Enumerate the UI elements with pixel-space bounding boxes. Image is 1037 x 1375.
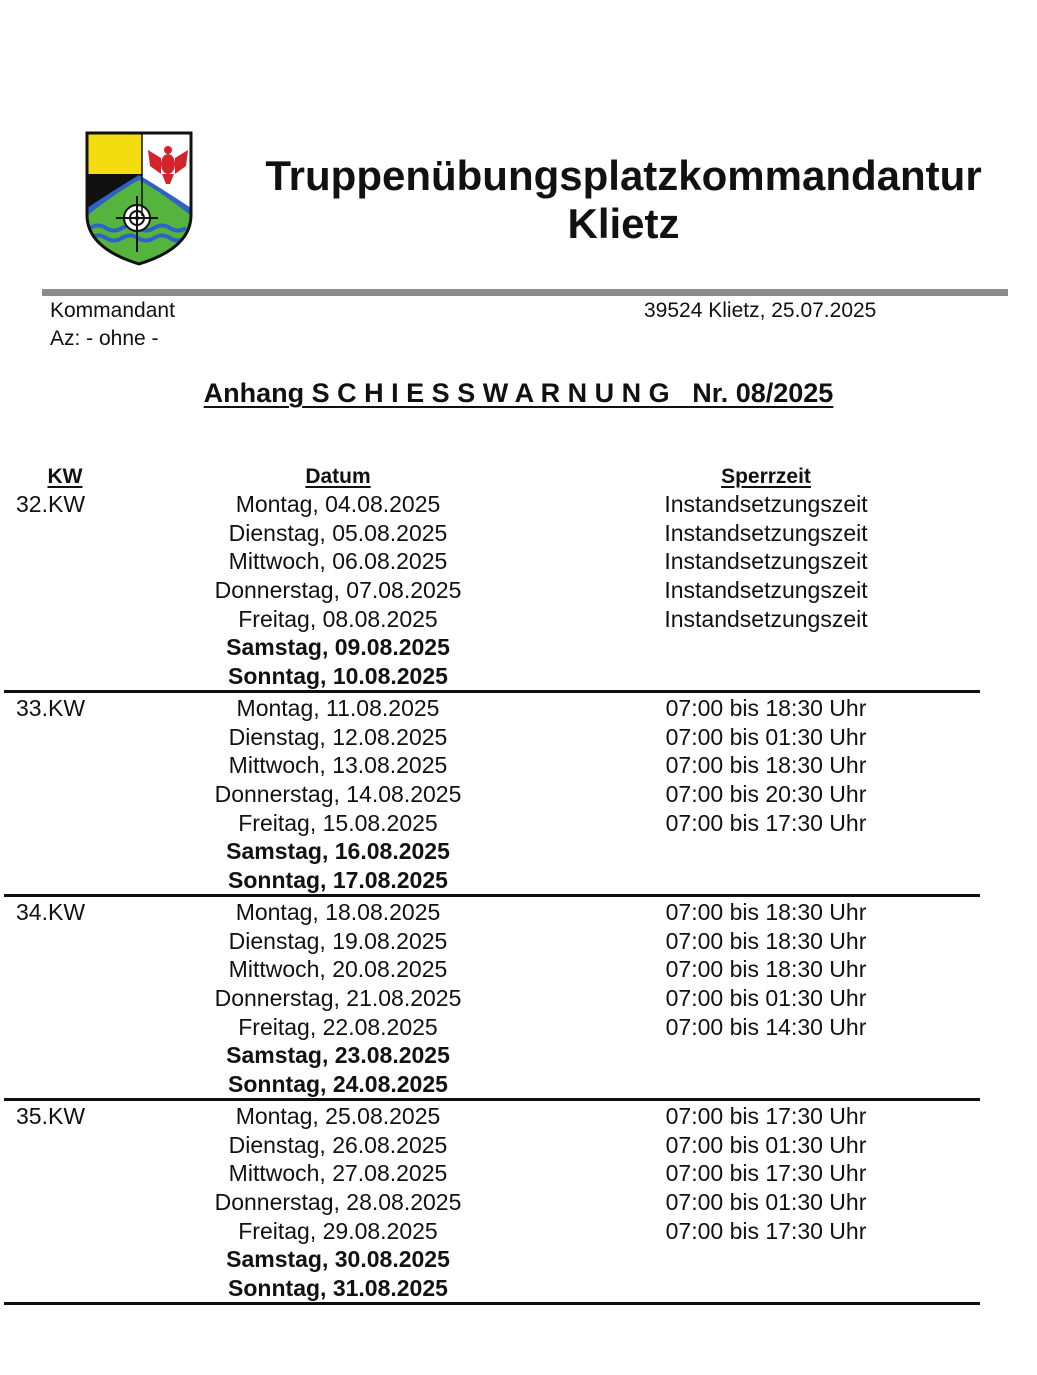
- date-cell: Montag, 04.08.2025: [235, 491, 441, 517]
- sperrzeit-cell: Instandsetzungszeit: [664, 548, 868, 575]
- sperrzeit-column: [616, 1102, 916, 1303]
- sperrzeit-cell: [616, 1070, 916, 1099]
- sperrzeit-cell: Instandsetzungszeit: [664, 491, 868, 517]
- weekend-date-cell: Samstag, 16.08.2025: [226, 838, 450, 865]
- date-cell: Donnerstag, 21.08.2025: [214, 985, 462, 1012]
- sperrzeit-cell: 07:00 bis 01:30 Uhr: [665, 723, 867, 750]
- sperrzeit-cell: [616, 662, 916, 691]
- date-column: [188, 490, 488, 691]
- sperrzeit-cell: Instandsetzungszeit: [664, 519, 868, 546]
- date-cell: Donnerstag, 14.08.2025: [214, 781, 462, 808]
- sperrzeit-cell: 07:00 bis 18:30 Uhr: [665, 899, 867, 925]
- week-divider: [4, 894, 980, 897]
- week-divider: [4, 1302, 980, 1305]
- sperrzeit-cell: 07:00 bis 01:30 Uhr: [665, 1131, 867, 1158]
- date-cell: Freitag, 08.08.2025: [238, 605, 438, 632]
- week-number: 35.KW: [16, 1103, 86, 1129]
- weekend-date-cell: Samstag, 30.08.2025: [226, 1246, 450, 1273]
- sperrzeit-cell: 07:00 bis 01:30 Uhr: [665, 985, 867, 1012]
- date-cell: Dienstag, 12.08.2025: [228, 723, 448, 750]
- sperrzeit-cell: [616, 1274, 916, 1303]
- sperrzeit-cell: 07:00 bis 17:30 Uhr: [665, 1103, 867, 1129]
- weekend-date-cell: Sonntag, 10.08.2025: [228, 663, 448, 690]
- sperrzeit-cell: [616, 1245, 916, 1274]
- date-column: [188, 1102, 488, 1303]
- sperrzeit-cell: Instandsetzungszeit: [664, 577, 868, 604]
- sperrzeit-cell: 07:00 bis 14:30 Uhr: [665, 1013, 867, 1040]
- sperrzeit-cell: 07:00 bis 18:30 Uhr: [665, 927, 867, 954]
- sperrzeit-cell: [616, 633, 916, 662]
- sperrzeit-cell: 07:00 bis 01:30 Uhr: [665, 1189, 867, 1216]
- sperrzeit-column: [616, 490, 916, 691]
- reference-number: Az: - ohne -: [50, 327, 159, 350]
- week-divider: [4, 690, 980, 693]
- weekend-date-cell: Sonntag, 17.08.2025: [228, 867, 448, 894]
- sperrzeit-column: [616, 898, 916, 1099]
- date-column: [188, 694, 488, 895]
- sperrzeit-cell: [616, 866, 916, 895]
- week-number: 34.KW: [16, 899, 86, 925]
- date-cell: Montag, 11.08.2025: [236, 695, 440, 721]
- date-cell: Donnerstag, 28.08.2025: [214, 1189, 462, 1216]
- sperrzeit-column: [616, 694, 916, 895]
- date-cell: Montag, 25.08.2025: [235, 1103, 441, 1129]
- coat-of-arms-icon: [84, 130, 194, 267]
- sperrzeit-cell: Instandsetzungszeit: [664, 605, 868, 632]
- week-block: [0, 898, 1037, 1102]
- week-block: [0, 490, 1037, 694]
- sperrzeit-cell: 07:00 bis 20:30 Uhr: [665, 781, 867, 808]
- sperrzeit-cell: [616, 837, 916, 866]
- column-header-kw: KW: [47, 465, 83, 488]
- date-cell: Dienstag, 05.08.2025: [228, 519, 448, 546]
- column-header-datum: Datum: [305, 465, 371, 488]
- date-cell: Freitag, 15.08.2025: [238, 809, 438, 836]
- sperrzeit-cell: 07:00 bis 17:30 Uhr: [665, 1217, 867, 1244]
- date-cell: Montag, 18.08.2025: [235, 899, 441, 925]
- week-block: [0, 694, 1037, 898]
- week-divider: [4, 1098, 980, 1101]
- header-divider: [42, 289, 1008, 296]
- date-cell: Mittwoch, 20.08.2025: [228, 956, 448, 983]
- sperrzeit-cell: 07:00 bis 17:30 Uhr: [665, 809, 867, 836]
- date-column: [188, 898, 488, 1099]
- organisation-title: Truppenübungsplatzkommandantur: [265, 152, 982, 199]
- sender-role: Kommandant: [50, 299, 175, 322]
- date-cell: Mittwoch, 13.08.2025: [228, 752, 448, 779]
- document-heading: [0, 376, 1037, 410]
- week-number: 33.KW: [16, 695, 86, 721]
- sperrzeit-cell: 07:00 bis 18:30 Uhr: [665, 956, 867, 983]
- sender-block: [50, 297, 175, 353]
- weekend-date-cell: Samstag, 23.08.2025: [226, 1042, 450, 1069]
- sperrzeit-cell: [616, 1041, 916, 1070]
- date-cell: Freitag, 29.08.2025: [238, 1217, 438, 1244]
- organisation-location: Klietz: [567, 200, 680, 247]
- date-cell: Mittwoch, 27.08.2025: [228, 1160, 448, 1187]
- place-date: 39524 Klietz, 25.07.2025: [644, 299, 877, 322]
- document-heading-text: Anhang S C H I E S S W A R N U N G Nr. 08/2025: [203, 378, 834, 408]
- date-cell: Dienstag, 19.08.2025: [228, 927, 448, 954]
- weekend-date-cell: Sonntag, 31.08.2025: [228, 1275, 448, 1302]
- column-header-sperrzeit: Sperrzeit: [721, 465, 811, 488]
- weekend-date-cell: Sonntag, 24.08.2025: [228, 1071, 448, 1098]
- week-number: 32.KW: [16, 491, 86, 517]
- date-cell: Mittwoch, 06.08.2025: [228, 548, 448, 575]
- date-cell: Dienstag, 26.08.2025: [228, 1131, 448, 1158]
- date-cell: Donnerstag, 07.08.2025: [214, 577, 462, 604]
- sperrzeit-cell: 07:00 bis 18:30 Uhr: [665, 695, 867, 721]
- sperrzeit-cell: 07:00 bis 17:30 Uhr: [665, 1160, 867, 1187]
- sperrzeit-cell: 07:00 bis 18:30 Uhr: [665, 752, 867, 779]
- week-block: [0, 1102, 1037, 1306]
- date-cell: Freitag, 22.08.2025: [238, 1013, 438, 1040]
- weekend-date-cell: Samstag, 09.08.2025: [226, 634, 450, 661]
